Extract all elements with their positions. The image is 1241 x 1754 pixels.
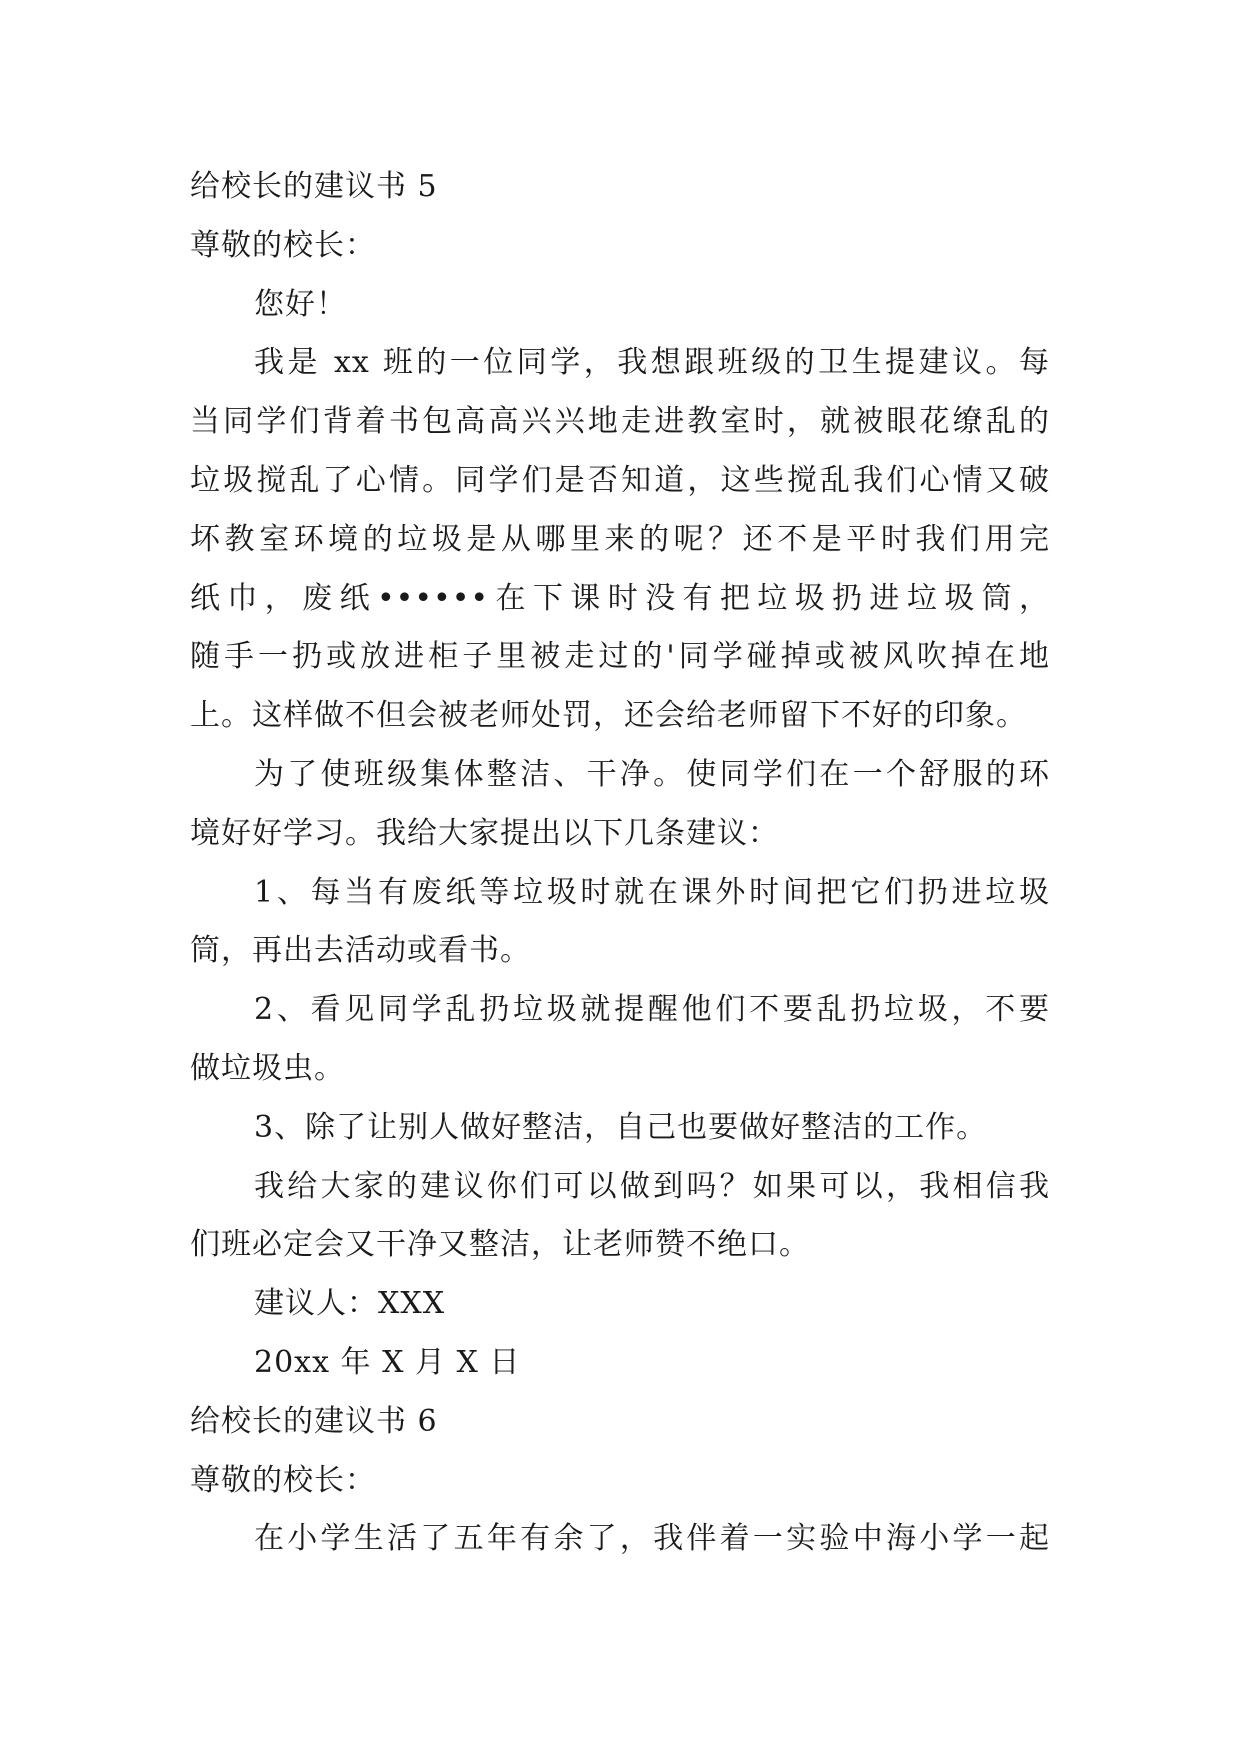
paragraph-line: 坏教室环境的垃圾是从哪里来的呢？还不是平时我们用完 <box>190 521 1050 557</box>
paragraph-line: 上。这样做不但会被老师处罚，还会给老师留下不好的印象。 <box>190 698 1027 734</box>
salutation: 尊敬的校长： <box>190 227 376 263</box>
document-body <box>190 158 1050 1569</box>
paragraph-line: 垃圾搅乱了心情。同学们是否知道，这些搅乱我们心情又破 <box>190 462 1050 498</box>
paragraph-line: 在小学生活了五年有余了，我伴着一实验中海小学一起 <box>254 1521 1050 1557</box>
suggestion-item-3: 3、除了让别人做好整洁，自己也要做好整洁的工作。 <box>254 1109 988 1145</box>
letter-title: 给校长的建议书 6 <box>190 1403 438 1439</box>
suggestion-item-2-cont: 做垃圾虫。 <box>190 1050 345 1086</box>
salutation: 尊敬的校长： <box>190 1462 376 1498</box>
signer: 建议人：XXX <box>254 1286 446 1322</box>
date: 20xx 年 X 月 X 日 <box>254 1344 521 1380</box>
greeting: 您好！ <box>254 286 347 322</box>
paragraph-line: 境好好学习。我给大家提出以下几条建议： <box>190 815 779 851</box>
letter-title: 给校长的建议书 5 <box>190 169 438 204</box>
suggestion-item-1-cont: 筒，再出去活动或看书。 <box>190 933 531 969</box>
paragraph-line: 为了使班级集体整洁、干净。使同学们在一个舒服的环 <box>254 756 1050 792</box>
suggestion-item-2: 2、看见同学乱扔垃圾就提醒他们不要乱扔垃圾，不要 <box>254 992 1050 1028</box>
closing-paragraph-cont: 们班必定会又干净又整洁，让老师赞不绝口。 <box>190 1227 810 1263</box>
paragraph-line: 当同学们背着书包高高兴兴地走进教室时，就被眼花缭乱的 <box>190 404 1050 440</box>
paragraph-line: 纸巾，废纸••••••在下课时没有把垃圾扔进垃圾筒， <box>190 580 1050 616</box>
suggestion-item-1: 1、每当有废纸等垃圾时就在课外时间把它们扔进垃圾 <box>254 874 1050 910</box>
paragraph-line: 我是 xx 班的一位同学，我想跟班级的卫生提建议。每 <box>254 345 1050 381</box>
closing-paragraph: 我给大家的建议你们可以做到吗？如果可以，我相信我 <box>254 1168 1050 1204</box>
paragraph-line: 随手一扔或放进柜子里被走过的'同学碰掉或被风吹掉在地 <box>190 639 1050 675</box>
